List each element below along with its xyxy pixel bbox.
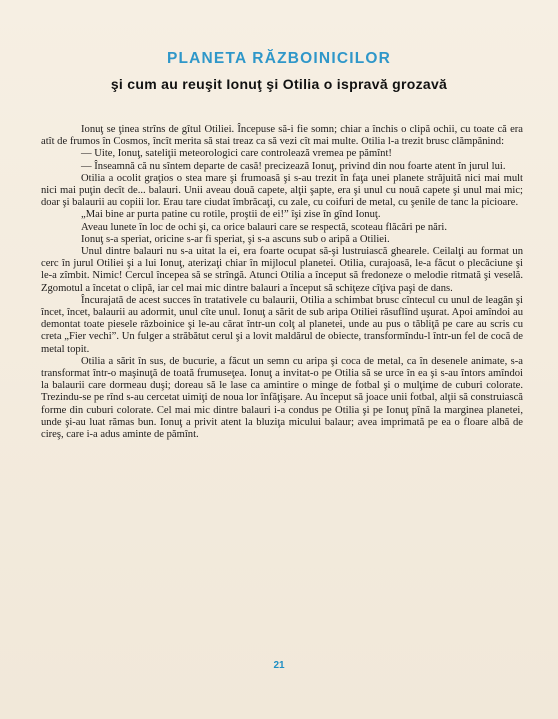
paragraph: — Înseamnă că nu sîntem departe de casă! precizează Ionuţ, privind din nou foarte atent în jurul lui. <box>81 160 506 172</box>
paragraph: Încurajată de acest succes în tratativele cu balaurii, Otilia a schimbat brusc cîntecul cu unul de leagăn şi încet, încet, balaurii au adormit, unul cîte unul. Ionuţ a sărit de sub aripa Otiliei răsuflînd uşurat. Apoi amîndoi au demontat toate piesele războinice şi le-au cărat într-un colţ al planetei, unde au pus o tăbliţă pe care au scris cu creta „Fier vechi”. Un fulger a străbătut cerul şi a lovit maldărul de obiecte, transformîndu-l într-un fel de cocă de metal topit. <box>41 294 523 355</box>
paragraph: Otilia a ocolit graţios o stea mare şi frumoasă şi s-au trezit în faţa unei planete străjuită nici mai mult nici mai puţin decît de... balauri. Unii aveau două capete, alţii şapte, era şi unul cu nouă capete şi unul mai mic; doar şi balaurii au copiii lor. Erau tare ciudat îmbrăcaţi, cu zale, cu coifuri de metal, cu şenile de tanc la picioare. <box>41 172 523 209</box>
paragraph: — Uite, Ionuţ, sateliţii meteorologici care controlează vremea pe pămînt! <box>81 148 392 160</box>
story-text <box>41 124 523 441</box>
chapter-title: PLANETA RĂZBOINICILOR <box>166 50 392 67</box>
paragraph: „Mai bine ar purta patine cu rotile, proştii de ei!” îşi zise în gînd Ionuţ. <box>81 209 381 221</box>
paragraph: Unul dintre balauri nu s-a uitat la ei, era foarte ocupat să-şi lustruiască ghearele. Ceilalţi au format un cerc în jurul Otiliei şi a lui Ionuţ, aterizaţi chiar în mijlocul planetei. Otilia, curajoasă, le-a făcut o plecăciune şi le-a zîmbit. Nimic! Cercul începea să se strîngă. Atunci Otilia a început să fredoneze o melodie ritmată şi veselă. Zgomotul a încetat o clipă, iar cel mai mic dintre balauri a început să schiţeze cîţiva paşi de dans. <box>41 246 523 294</box>
chapter-subtitle: şi cum au reuşit Ionuţ şi Otilia o ispravă grozavă <box>110 76 448 92</box>
paragraph: Aveau lunete în loc de ochi şi, ca orice balauri care se respectă, scoteau flăcări pe nări. <box>81 221 447 233</box>
paragraph: Ionuţ s-a speriat, oricine s-ar fi speriat, şi s-a ascuns sub o aripă a Otiliei. <box>81 233 390 245</box>
paragraph: Otilia a sărit în sus, de bucurie, a făcut un semn cu aripa şi coca de metal, ca în desenele animate, s-a transformat într-o maşinuţă de toată frumuseţea. Ionuţ a invitat-o pe Otilia să se urce în ea şi s-au întors amîndoi la balaurii care dormeau duşi; doreau să le lase ca amintire o minge de fotbal şi o mulţime de cuburi colorate. Trezindu-se pe rînd s-au cercetat uimiţi de noua lor înfăţişare. Au început să joace unii fotbal, alţii să construiască forme din cuburi colorate. Cel mai mic dintre balauri i-a condus pe Otilia şi pe Ionuţ pînă la marginea planetei, unde şi-au luat rămas bun. Ionuţ a privit atent la bluziţa micului balaur; avea imprimată pe ea o floare albă de cireş, care i-a adus aminte de pămînt. <box>41 355 523 441</box>
page-number: 21 <box>273 660 285 671</box>
paragraph: Ionuţ se ţinea strîns de gîtul Otiliei. Începuse să-i fie somn; chiar a închis o clipă ochii, cu toate că era atît de frumos în Cosmos, încît merita să stai treaz ca să vezi cît mai multe. Otilia l-a trezit brusc clămpănind: <box>41 124 523 148</box>
